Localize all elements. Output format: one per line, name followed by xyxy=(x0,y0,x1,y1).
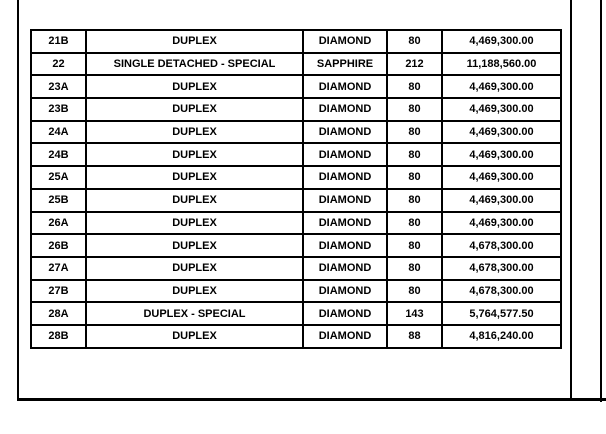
unit-number-cell: 27A xyxy=(31,257,86,280)
unit-type-cell: DUPLEX xyxy=(86,257,303,280)
floor-area-cell: 88 xyxy=(387,325,442,348)
house-model-cell: DIAMOND xyxy=(303,302,387,325)
house-model-cell: SAPPHIRE xyxy=(303,53,387,76)
floor-area-cell: 80 xyxy=(387,189,442,212)
floor-area-cell: 80 xyxy=(387,166,442,189)
table-row xyxy=(31,212,561,235)
table-row xyxy=(31,302,561,325)
unit-type-cell: DUPLEX xyxy=(86,189,303,212)
house-model-cell: DIAMOND xyxy=(303,121,387,144)
unit-number-cell: 26B xyxy=(31,234,86,257)
floor-area-cell: 80 xyxy=(387,75,442,98)
floor-area-cell: 80 xyxy=(387,212,442,235)
house-model-cell: DIAMOND xyxy=(303,30,387,53)
unit-number-cell: 28B xyxy=(31,325,86,348)
unit-type-cell: SINGLE DETACHED - SPECIAL xyxy=(86,53,303,76)
price-cell: 5,764,577.50 xyxy=(442,302,561,325)
unit-number-cell: 28A xyxy=(31,302,86,325)
table-row xyxy=(31,143,561,166)
unit-type-cell: DUPLEX - SPECIAL xyxy=(86,302,303,325)
unit-type-cell: DUPLEX xyxy=(86,98,303,121)
table-row xyxy=(31,121,561,144)
price-cell: 4,469,300.00 xyxy=(442,143,561,166)
unit-type-cell: DUPLEX xyxy=(86,75,303,98)
unit-type-cell: DUPLEX xyxy=(86,280,303,303)
unit-number-cell: 24A xyxy=(31,121,86,144)
table-row xyxy=(31,98,561,121)
table-row xyxy=(31,166,561,189)
page-border-left xyxy=(17,0,19,400)
house-model-cell: DIAMOND xyxy=(303,75,387,98)
adjacent-page-border xyxy=(600,0,602,402)
unit-number-cell: 25B xyxy=(31,189,86,212)
table-row xyxy=(31,234,561,257)
floor-area-cell: 80 xyxy=(387,98,442,121)
unit-type-cell: DUPLEX xyxy=(86,325,303,348)
page-border-right xyxy=(570,0,572,400)
table-body xyxy=(31,30,561,348)
unit-type-cell: DUPLEX xyxy=(86,212,303,235)
table-row xyxy=(31,75,561,98)
price-cell: 4,469,300.00 xyxy=(442,75,561,98)
floor-area-cell: 80 xyxy=(387,121,442,144)
price-cell: 4,469,300.00 xyxy=(442,98,561,121)
table-row xyxy=(31,53,561,76)
house-model-cell: DIAMOND xyxy=(303,166,387,189)
unit-number-cell: 25A xyxy=(31,166,86,189)
price-cell: 4,469,300.00 xyxy=(442,30,561,53)
floor-area-cell: 80 xyxy=(387,234,442,257)
house-model-cell: DIAMOND xyxy=(303,212,387,235)
unit-number-cell: 22 xyxy=(31,53,86,76)
unit-number-cell: 24B xyxy=(31,143,86,166)
price-cell: 11,188,560.00 xyxy=(442,53,561,76)
table-row xyxy=(31,189,561,212)
house-model-cell: DIAMOND xyxy=(303,325,387,348)
unit-type-cell: DUPLEX xyxy=(86,166,303,189)
unit-number-cell: 21B xyxy=(31,30,86,53)
floor-area-cell: 80 xyxy=(387,30,442,53)
table-row xyxy=(31,325,561,348)
floor-area-cell: 212 xyxy=(387,53,442,76)
unit-number-cell: 27B xyxy=(31,280,86,303)
house-model-cell: DIAMOND xyxy=(303,189,387,212)
price-cell: 4,469,300.00 xyxy=(442,121,561,144)
price-cell: 4,469,300.00 xyxy=(442,189,561,212)
floor-area-cell: 143 xyxy=(387,302,442,325)
unit-number-cell: 23B xyxy=(31,98,86,121)
house-model-cell: DIAMOND xyxy=(303,143,387,166)
price-cell: 4,678,300.00 xyxy=(442,257,561,280)
unit-type-cell: DUPLEX xyxy=(86,30,303,53)
unit-type-cell: DUPLEX xyxy=(86,121,303,144)
unit-number-cell: 23A xyxy=(31,75,86,98)
unit-price-table xyxy=(30,29,562,349)
floor-area-cell: 80 xyxy=(387,257,442,280)
house-model-cell: DIAMOND xyxy=(303,280,387,303)
price-cell: 4,816,240.00 xyxy=(442,325,561,348)
page-border-bottom xyxy=(17,398,606,401)
price-cell: 4,678,300.00 xyxy=(442,280,561,303)
unit-type-cell: DUPLEX xyxy=(86,143,303,166)
table-row xyxy=(31,280,561,303)
table-row xyxy=(31,257,561,280)
price-cell: 4,469,300.00 xyxy=(442,212,561,235)
unit-type-cell: DUPLEX xyxy=(86,234,303,257)
floor-area-cell: 80 xyxy=(387,143,442,166)
floor-area-cell: 80 xyxy=(387,280,442,303)
house-model-cell: DIAMOND xyxy=(303,257,387,280)
price-cell: 4,678,300.00 xyxy=(442,234,561,257)
table-row xyxy=(31,30,561,53)
unit-number-cell: 26A xyxy=(31,212,86,235)
house-model-cell: DIAMOND xyxy=(303,98,387,121)
price-cell: 4,469,300.00 xyxy=(442,166,561,189)
house-model-cell: DIAMOND xyxy=(303,234,387,257)
